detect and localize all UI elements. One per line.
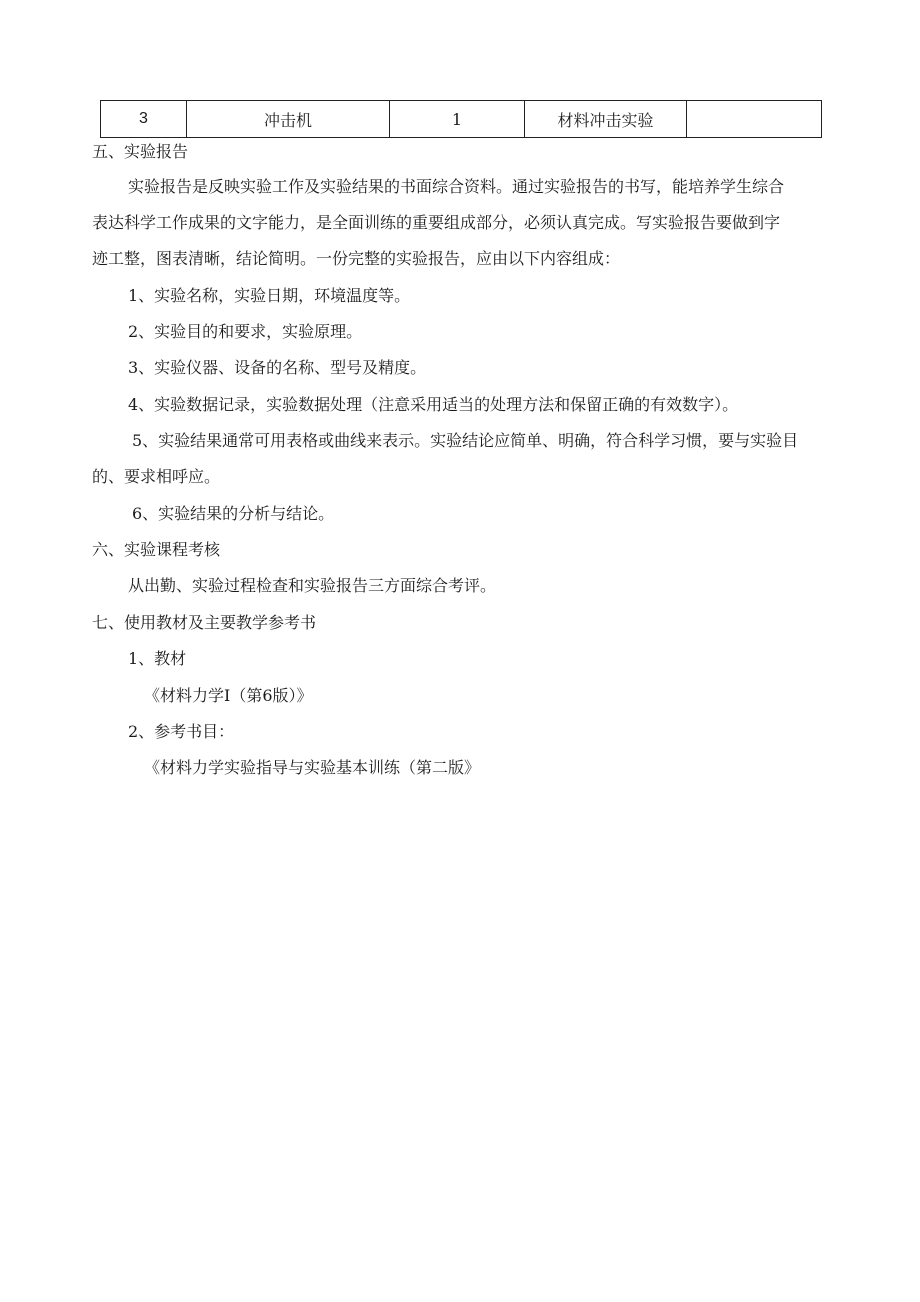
section7-title: 七、使用教材及主要教学参考书 (92, 613, 317, 632)
list-item: 1、实验名称，实验日期，环境温度等。 (128, 286, 411, 305)
cell-remark (687, 101, 822, 138)
list-item-continuation: 的、要求相呼应。 (92, 467, 221, 486)
cell-equipment: 冲击机 (187, 101, 390, 138)
cell-index: 3 (101, 101, 187, 138)
cell-quantity: 1 (390, 101, 525, 138)
list-item: 5、实验结果通常可用表格或曲线来表示。实验结论应简单、明确，符合科学习惯，要与实验目 (132, 431, 799, 450)
section7-sub1: 1、教材 (128, 649, 187, 668)
section5-title: 五、实验报告 (92, 142, 189, 161)
section7-sub2: 2、参考书目： (128, 722, 235, 741)
textbook-title: 《材料力学Ⅰ（第6版）》 (144, 686, 313, 705)
list-item: 3、实验仪器、设备的名称、型号及精度。 (128, 358, 427, 377)
list-item: 2、实验目的和要求，实验原理。 (128, 322, 363, 341)
list-item: 6、实验结果的分析与结论。 (132, 504, 335, 523)
section5-intro-line3: 迹工整，图表清晰，结论简明。一份完整的实验报告，应由以下内容组成： (92, 249, 621, 268)
list-item: 4、实验数据记录，实验数据处理（注意采用适当的处理方法和保留正确的有效数字）。 (128, 395, 739, 414)
section5-intro-line1: 实验报告是反映实验工作及实验结果的书面综合资料。通过实验报告的书写，能培养学生综合 (128, 177, 785, 196)
cell-experiment: 材料冲击实验 (525, 101, 687, 138)
reference-book-title: 《材料力学实验指导与实验基本训练（第二版》 (144, 758, 481, 777)
table-row (101, 101, 822, 138)
section6-text: 从出勤、实验过程检查和实验报告三方面综合考评。 (128, 576, 497, 595)
section6-title: 六、实验课程考核 (92, 540, 221, 559)
equipment-table (100, 100, 822, 138)
section5-intro-line2: 表达科学工作成果的文字能力，是全面训练的重要组成部分，必须认真完成。写实验报告要做到字 (92, 213, 781, 232)
